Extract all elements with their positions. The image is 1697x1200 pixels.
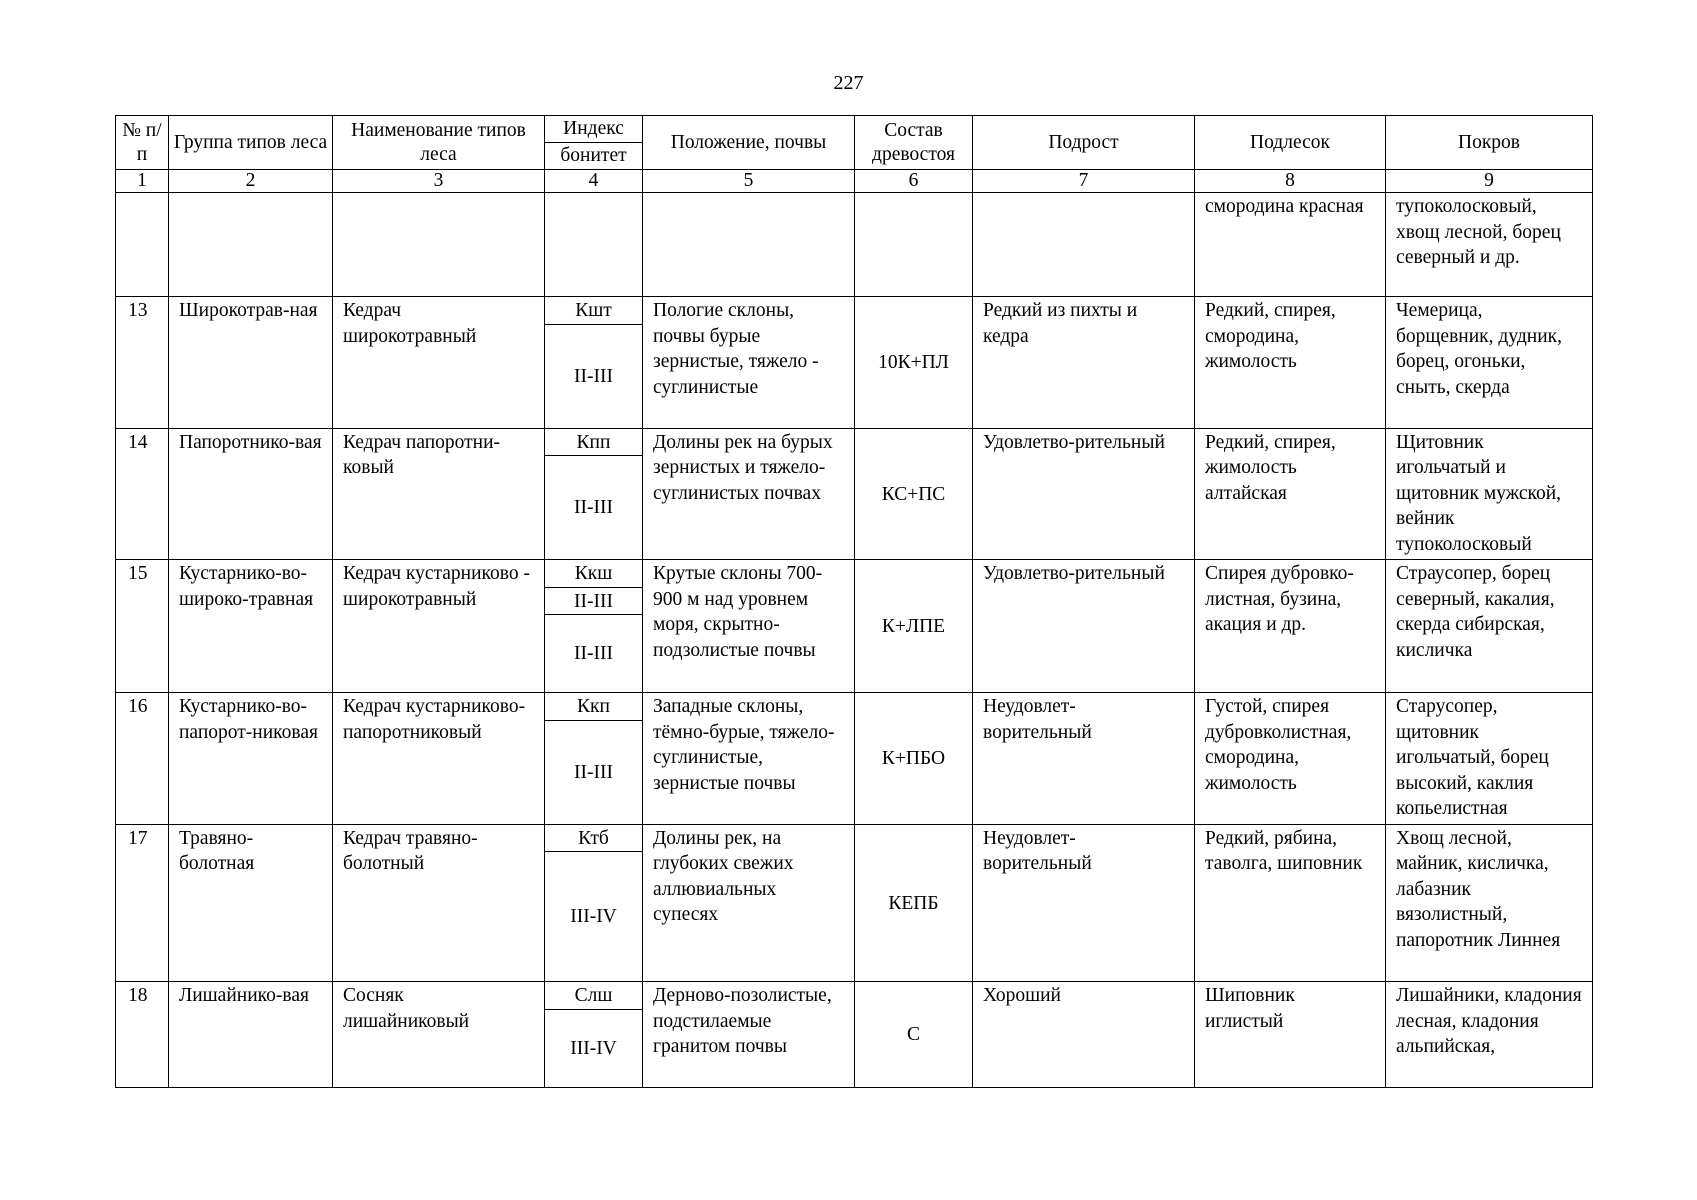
cell-group: Кустарнико-во-широко-травная [169, 560, 333, 693]
cell-number: 15 [116, 560, 169, 693]
cell-name: Сосняк лишайниковый [333, 982, 545, 1088]
column-number: 8 [1195, 170, 1386, 193]
cell-composition: КС+ПС [855, 428, 973, 560]
page-number: 227 [833, 72, 864, 94]
cell-group: Кустарнико-во-папорот-никовая [169, 693, 333, 825]
cell-cover: Старусопер, щитовник игольчатый, борец высокий, каклия копьелистная [1386, 693, 1593, 825]
cell-undergrowth: Спирея дубровко-листная, бузина, акация и др. [1195, 560, 1386, 693]
column-number: 2 [169, 170, 333, 193]
column-number: 9 [1386, 170, 1593, 193]
cell-empty [643, 193, 855, 297]
cell-regrowth: Удовлетво-рительный [973, 560, 1195, 693]
table-row [116, 428, 1593, 456]
table-row [116, 560, 1593, 588]
cell-empty [169, 193, 333, 297]
cell-position-soil: Крутые склоны 700-900 м над уровнем моря, скрытно-подзолистые почвы [643, 560, 855, 693]
cell-cover: Хвощ лесной, майник, кисличка, лабазник вязолистный, папоротник Линнея [1386, 824, 1593, 982]
table-row [116, 824, 1593, 852]
cell-name: Кедрач папоротни-ковый [333, 428, 545, 560]
cell-number: 17 [116, 824, 169, 982]
column-number: 1 [116, 170, 169, 193]
cell-undergrowth: Редкий, спирея, жимолость алтайская [1195, 428, 1386, 560]
cell-position-soil: Пологие склоны, почвы бурые зернистые, тяжело - суглинистые [643, 297, 855, 429]
cell-position-soil: Долины рек, на глубоких свежих аллювиальных супесях [643, 824, 855, 982]
cell-index: Ккп [545, 693, 643, 721]
table-row-continuation [116, 193, 1593, 297]
cell-bonitet: II-III [545, 324, 643, 428]
cell-group: Папоротнико-вая [169, 428, 333, 560]
cell-composition: С [855, 982, 973, 1088]
cell-position-soil: Западные склоны, тёмно-бурые, тяжело-суглинистые, зернистые почвы [643, 693, 855, 825]
cell-undergrowth: Редкий, спирея, смородина, жимолость [1195, 297, 1386, 429]
column-number: 5 [643, 170, 855, 193]
cell-bonitet: III-IV [545, 852, 643, 982]
cell-number: 18 [116, 982, 169, 1088]
header-composition: Состав древостоя [855, 116, 973, 170]
cell-bonitet: II-III [545, 587, 643, 615]
header-name: Наименование типов леса [333, 116, 545, 170]
cell-empty [333, 193, 545, 297]
table-row [116, 982, 1593, 1010]
cell-undergrowth: Редкий, рябина, таволга, шиповник [1195, 824, 1386, 982]
cell-cover: Щитовник игольчатый и щитовник мужской, вейник тупоколосковый [1386, 428, 1593, 560]
cell-position-soil: Долины рек на бурых зернистых и тяжело-суглинистых почвах [643, 428, 855, 560]
header-number: № п/п [116, 116, 169, 170]
cell-regrowth: Неудовлет-ворительный [973, 824, 1195, 982]
cell-regrowth: Неудовлет-ворительный [973, 693, 1195, 825]
table-row [116, 297, 1593, 325]
column-number: 3 [333, 170, 545, 193]
cell-empty [855, 193, 973, 297]
cell-number: 16 [116, 693, 169, 825]
cell-group: Травяно-болотная [169, 824, 333, 982]
cell-bonitet: II-III [545, 456, 643, 560]
cell-cover: Лишайники, кладония лесная, кладония альпийская, [1386, 982, 1593, 1088]
cell-undergrowth: Шиповник иглистый [1195, 982, 1386, 1088]
cell-undergrowth: смородина красная [1195, 193, 1386, 297]
header-group: Группа типов леса [169, 116, 333, 170]
cell-group: Лишайнико-вая [169, 982, 333, 1088]
header-index: Индекс [545, 116, 643, 143]
table-header-row [116, 116, 1593, 143]
cell-composition: КЕПБ [855, 824, 973, 982]
header-cover: Покров [1386, 116, 1593, 170]
cell-name: Кедрач кустарниково - широкотравный [333, 560, 545, 693]
column-number: 6 [855, 170, 973, 193]
table-row [116, 693, 1593, 721]
cell-number: 13 [116, 297, 169, 429]
cell-bonitet: II-III [545, 720, 643, 824]
header-bonitet: бонитет [545, 143, 643, 170]
cell-regrowth: Редкий из пихты и кедра [973, 297, 1195, 429]
header-position-soil: Положение, почвы [643, 116, 855, 170]
cell-index: Кшт [545, 297, 643, 325]
cell-empty [116, 193, 169, 297]
cell-name: Кедрач широкотравный [333, 297, 545, 429]
cell-cover: Чемерица, борщевник, дудник, борец, огоньки, сныть, скерда [1386, 297, 1593, 429]
forest-types-table [115, 115, 1593, 1088]
cell-composition: 10К+ПЛ [855, 297, 973, 429]
column-number: 4 [545, 170, 643, 193]
cell-composition: К+ЛПЕ [855, 560, 973, 693]
cell-name: Кедрач кустарниково-папоротниковый [333, 693, 545, 825]
cell-bonitet: III-IV [545, 1009, 643, 1087]
cell-empty [973, 193, 1195, 297]
cell-regrowth: Удовлетво-рительный [973, 428, 1195, 560]
cell-position-soil: Дерново-позолистые, подстилаемые гранитом почвы [643, 982, 855, 1088]
cell-empty [545, 193, 643, 297]
cell-regrowth: Хороший [973, 982, 1195, 1088]
column-number: 7 [973, 170, 1195, 193]
cell-cover: Страусопер, борец северный, какалия, скерда сибирская, кисличка [1386, 560, 1593, 693]
cell-name: Кедрач травяно-болотный [333, 824, 545, 982]
cell-group: Широкотрав-ная [169, 297, 333, 429]
column-numbers-row [116, 170, 1593, 193]
cell-bonitet: II-III [545, 615, 643, 693]
cell-index: Кпп [545, 428, 643, 456]
cell-index: Ккш [545, 560, 643, 588]
cell-index: Слш [545, 982, 643, 1010]
cell-undergrowth: Густой, спирея дубровколистная, смородина, жимолость [1195, 693, 1386, 825]
cell-number: 14 [116, 428, 169, 560]
header-undergrowth: Подлесок [1195, 116, 1386, 170]
cell-composition: К+ПБО [855, 693, 973, 825]
header-regrowth: Подрост [973, 116, 1195, 170]
cell-index: Ктб [545, 824, 643, 852]
cell-cover: тупоколосковый, хвощ лесной, борец северный и др. [1386, 193, 1593, 297]
